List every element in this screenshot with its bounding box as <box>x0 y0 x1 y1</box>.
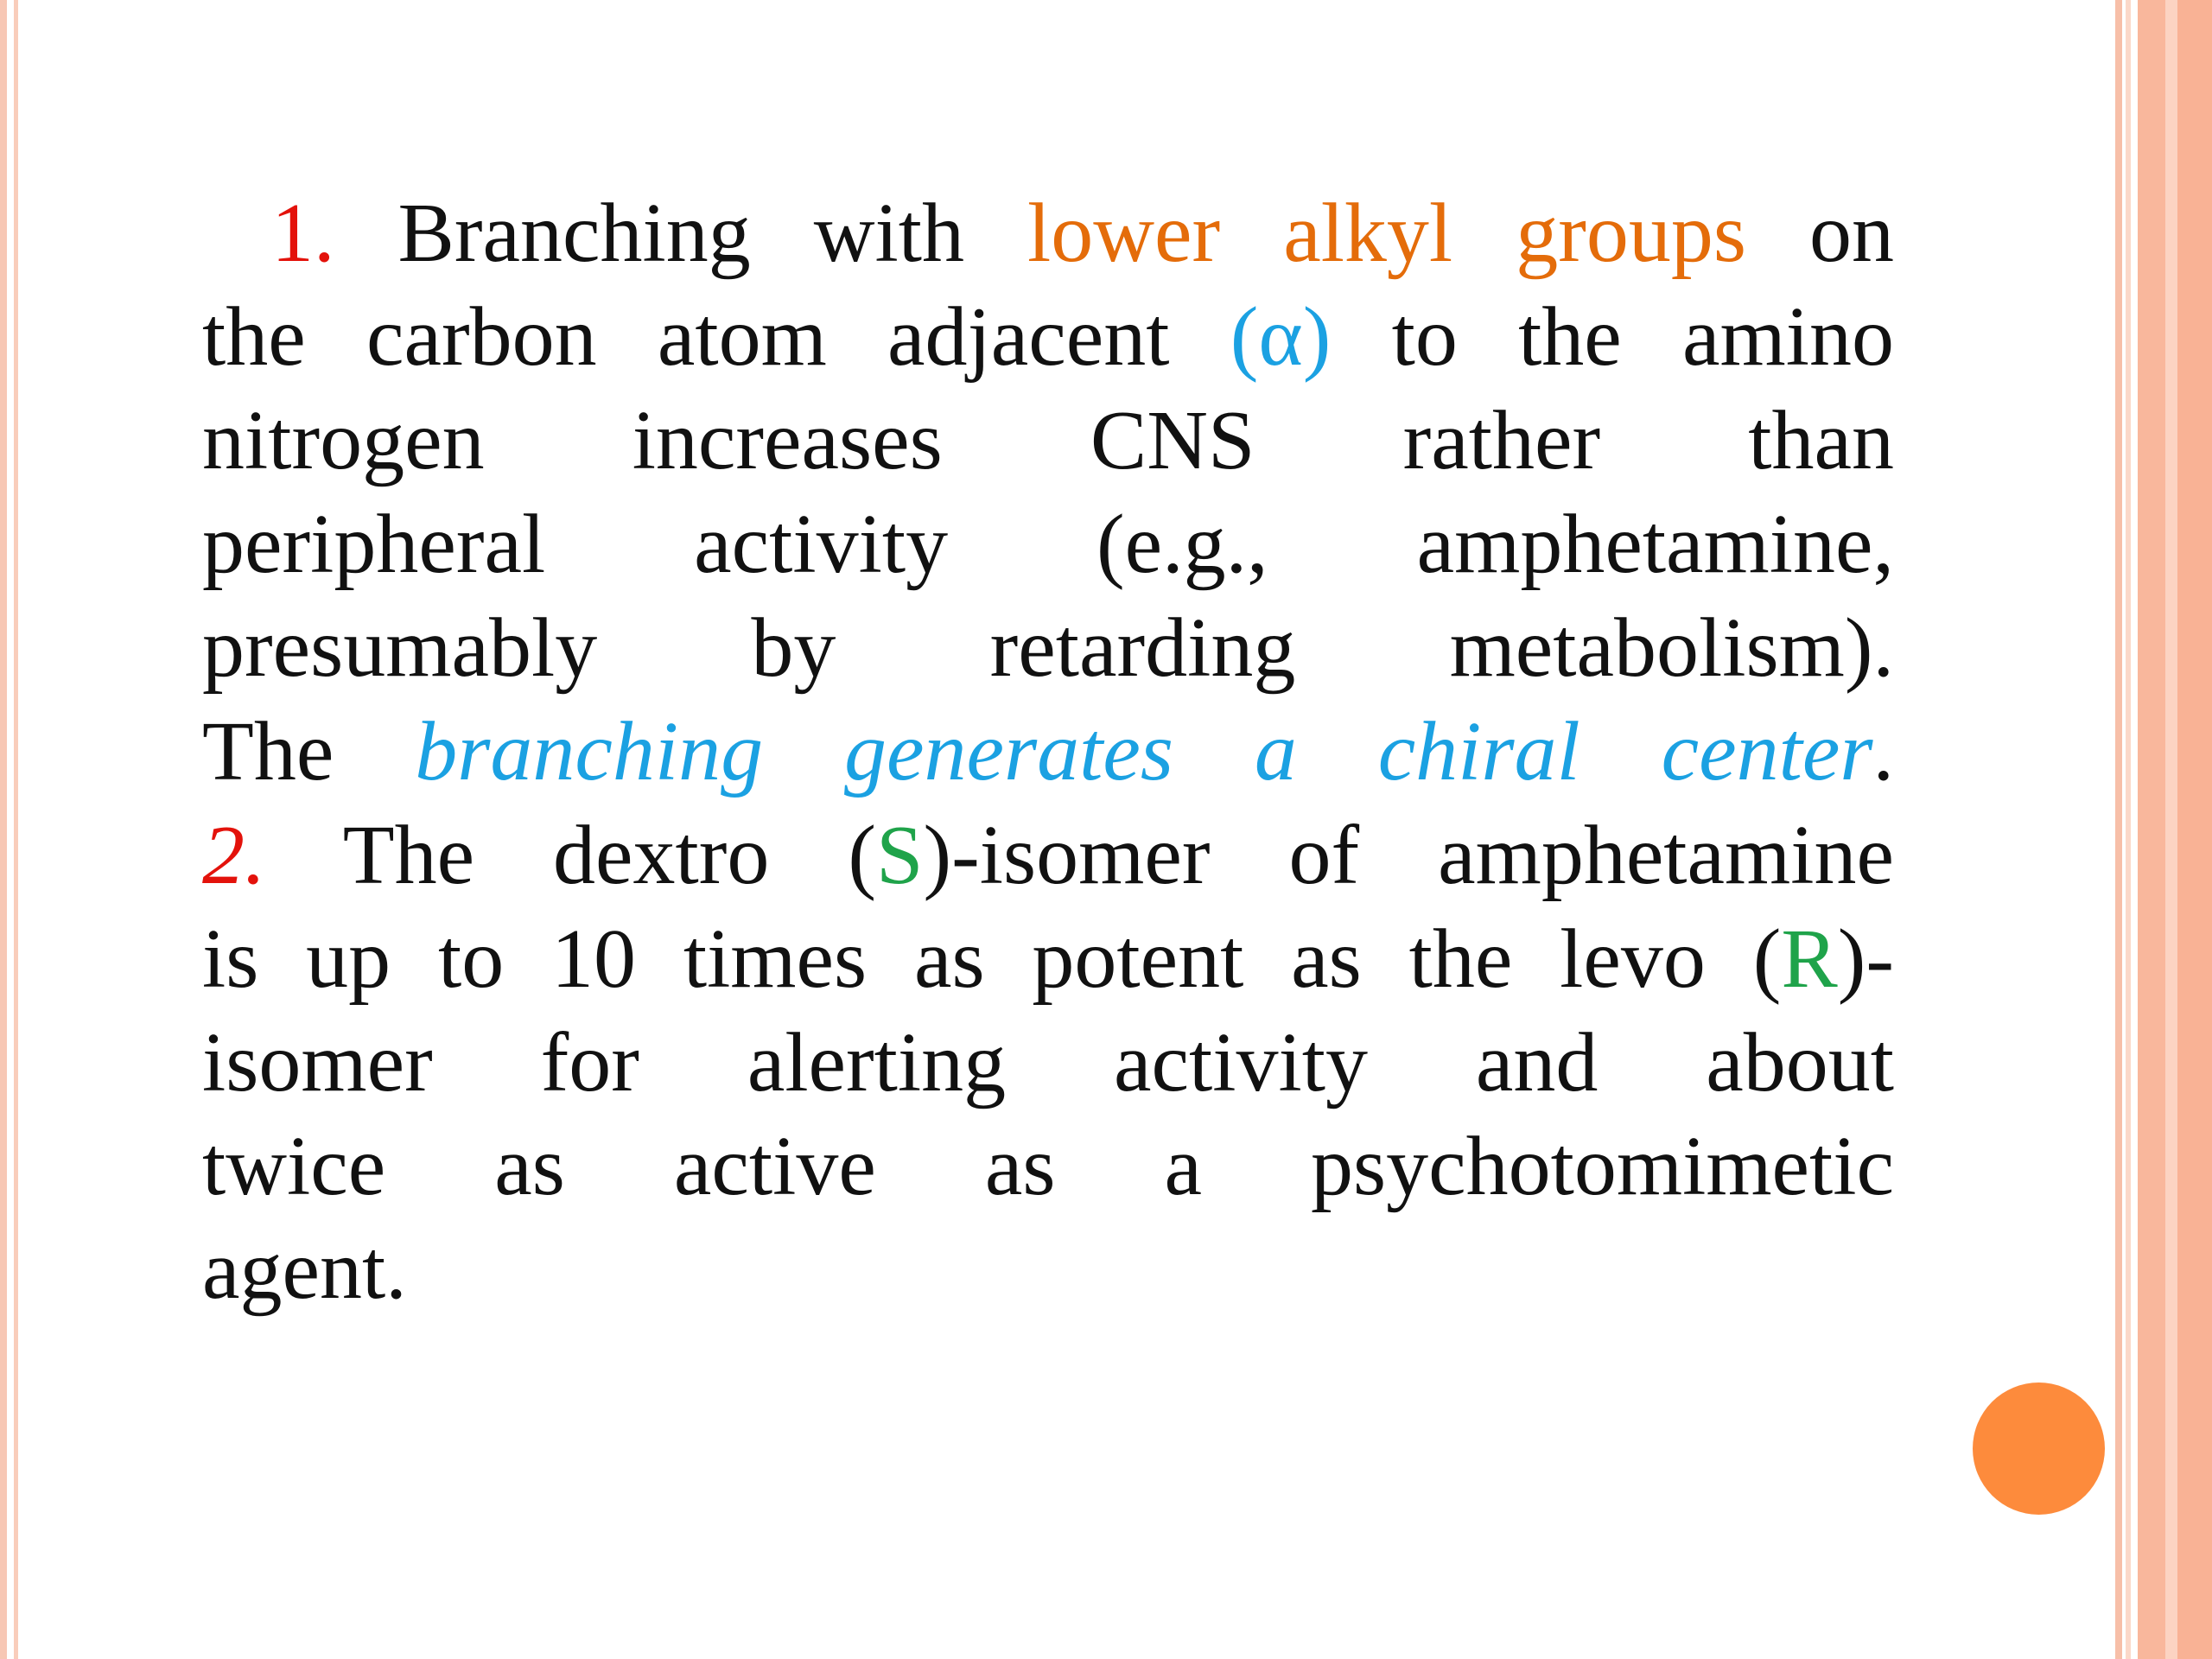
text-run: the carbon atom adjacent <box>202 290 1230 384</box>
paragraph-2-line-3: isomer for alerting activity and about <box>202 1016 1894 1109</box>
highlight-lower-alkyl-groups: lower alkyl groups <box>1027 187 1746 280</box>
highlight-r: R <box>1781 912 1838 1006</box>
text-run: on <box>1745 187 1894 280</box>
highlight-s: S <box>876 809 924 902</box>
text-run: is up to 10 times as potent as the levo ( <box>202 912 1782 1006</box>
slide-body-text <box>202 181 1894 1322</box>
accent-circle-icon <box>1973 1382 2105 1515</box>
list-number-1: 1. <box>271 187 335 280</box>
paragraph-1-line-4: peripheral activity (e.g., amphetamine, <box>202 498 1894 591</box>
text-run: )-isomer of amphetamine <box>923 809 1894 902</box>
right-stripe <box>2115 0 2122 1659</box>
right-stripe <box>2177 0 2212 1659</box>
text-run: to the amino <box>1331 290 1895 384</box>
text-run: . <box>1872 705 1894 798</box>
list-number-2: 2. <box>202 809 266 902</box>
paragraph-2-line-4: twice as active as a psychotomimetic <box>202 1120 1894 1213</box>
paragraph-1-line-1 <box>202 181 1894 285</box>
left-border-line-inner <box>14 0 18 1659</box>
right-stripe <box>2126 0 2131 1659</box>
paragraph-1-line-5: presumably by retarding metabolism). <box>202 601 1894 695</box>
paragraph-2-line-1 <box>202 804 1894 907</box>
text-run: Branching with <box>334 187 1028 280</box>
paragraph-2-line-2 <box>202 907 1894 1011</box>
highlight-alpha: (α) <box>1230 290 1332 384</box>
paragraph-1-line-2 <box>202 285 1894 389</box>
left-border-line <box>0 0 7 1659</box>
paragraph-1-line-3: nitrogen increases CNS rather than <box>202 394 1894 487</box>
highlight-chiral-center: branching generates a chiral center <box>415 705 1873 798</box>
paragraph-2-line-5: agent. <box>202 1224 407 1317</box>
right-stripe <box>2165 0 2177 1659</box>
right-stripe <box>2138 0 2165 1659</box>
text-run: )- <box>1837 912 1894 1006</box>
paragraph-1-line-6 <box>202 700 1894 804</box>
text-run: The <box>202 705 416 798</box>
text-run: The dextro ( <box>265 809 876 902</box>
